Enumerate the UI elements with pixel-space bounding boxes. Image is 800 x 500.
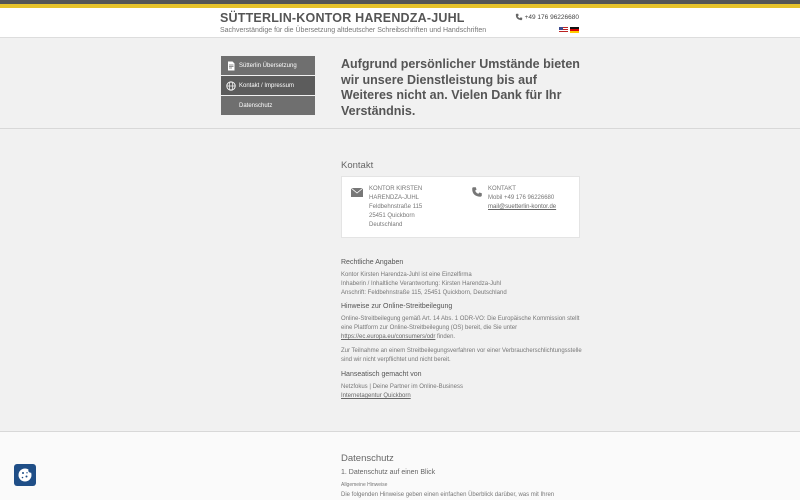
- legal-line: Inhaberin / Inhaltliche Verantwortung: Kirsten Harendza-Juhl: [341, 281, 502, 287]
- language-switcher: [559, 27, 579, 33]
- nav-item-label: Sütterlin Übersetzung: [239, 62, 297, 69]
- datenschutz-subheading: 1. Datenschutz auf einen Blick: [341, 469, 436, 476]
- kontakt-heading: Kontakt: [341, 160, 374, 171]
- legal-line: Kontor Kirsten Harendza-Juhl ist eine Einzelfirma: [341, 272, 472, 278]
- legal-line: Anschrift: Feldbehnstraße 115, 25451 Quickborn, Deutschland: [341, 290, 507, 296]
- agency-link[interactable]: Internetagentur Quickborn: [341, 393, 411, 399]
- nav-item-uebersetzung[interactable]: [221, 56, 315, 75]
- made-by-heading: Hanseatisch gemacht von: [341, 371, 422, 378]
- header-phone-number: +49 176 96226680: [524, 13, 579, 21]
- cookie-icon: [17, 467, 33, 483]
- sidebar-nav: [221, 56, 315, 116]
- datenschutz-section: [0, 432, 800, 500]
- odr-text: Online-Streitbeilegung gemäß Art. 14 Abs. 1 ODR-VO: Die Europäische Kommission stellt eine Plattform zur Online-Streitbeilegung (OS) bereit, die Sie unter https://ec.europa.eu/consumers/odr finden.: [341, 316, 580, 340]
- datenschutz-text: Die folgenden Hinweise geben einen einfachen Überblick darüber, was mit Ihren: [341, 492, 555, 498]
- site-title[interactable]: SÜTTERLIN-KONTOR HARENDZA-JUHL: [220, 11, 465, 25]
- header-phone[interactable]: [515, 13, 579, 21]
- address-city: 25451 Quickborn: [369, 213, 415, 219]
- nav-item-label: Kontakt / Impressum: [239, 82, 295, 89]
- contact-card: [341, 176, 580, 238]
- service-notice: Aufgrund persönlicher Umstände bieten wir unsere Dienstleistung bis auf Weiteres nicht an. Vielen Dank für Ihr Verständnis.: [341, 57, 580, 118]
- odr-heading: Hinweise zur Online-Streitbeilegung: [341, 303, 453, 310]
- contact-email-link[interactable]: mail@suetterlin-kontor.de: [488, 204, 557, 210]
- mail-icon: [351, 188, 363, 197]
- document-icon: [225, 60, 236, 71]
- address-country: Deutschland: [369, 222, 403, 228]
- nav-item-label: Datenschutz: [239, 102, 273, 109]
- address-line: HARENDZA-JUHL: [369, 195, 420, 201]
- legal-heading: Rechtliche Angaben: [341, 259, 404, 266]
- site-subtitle: Sachverständige für die Übersetzung altdeutscher Schreibschriften und Handschriften: [220, 27, 487, 34]
- contact-block: [488, 185, 556, 212]
- datenschutz-heading: Datenschutz: [341, 453, 394, 464]
- address-line: KONTOR KIRSTEN: [369, 186, 423, 192]
- contact-mobile[interactable]: Mobil +49 176 96226680: [488, 195, 555, 201]
- globe-icon: [225, 80, 236, 91]
- address-block: [369, 185, 422, 230]
- site-header: [0, 8, 800, 38]
- flag-en-icon[interactable]: [559, 27, 568, 33]
- odr-link[interactable]: https://ec.europa.eu/consumers/odr: [341, 334, 436, 340]
- nav-item-datenschutz[interactable]: [221, 96, 315, 115]
- made-by-text: Netzfokus | Deine Partner im Online-Business: [341, 384, 463, 390]
- legal-section: [341, 258, 586, 401]
- phone-icon: [515, 13, 523, 21]
- datenschutz-small-heading: Allgemeine Hinweise: [341, 482, 388, 488]
- nav-item-kontakt[interactable]: [221, 76, 315, 95]
- odr-text-2: Zur Teilnahme an einem Streitbeilegungsverfahren vor einer Verbraucherschlichtungsstelle sind wir nicht verpflichtet und nicht bereit.: [341, 348, 582, 363]
- contact-label: KONTAKT: [488, 186, 516, 192]
- flag-de-icon[interactable]: [570, 27, 579, 33]
- phone-icon: [471, 186, 483, 198]
- address-street: Feldbehnstraße 115: [369, 204, 423, 210]
- section-divider: [0, 128, 800, 129]
- cookie-settings-button[interactable]: [14, 464, 36, 486]
